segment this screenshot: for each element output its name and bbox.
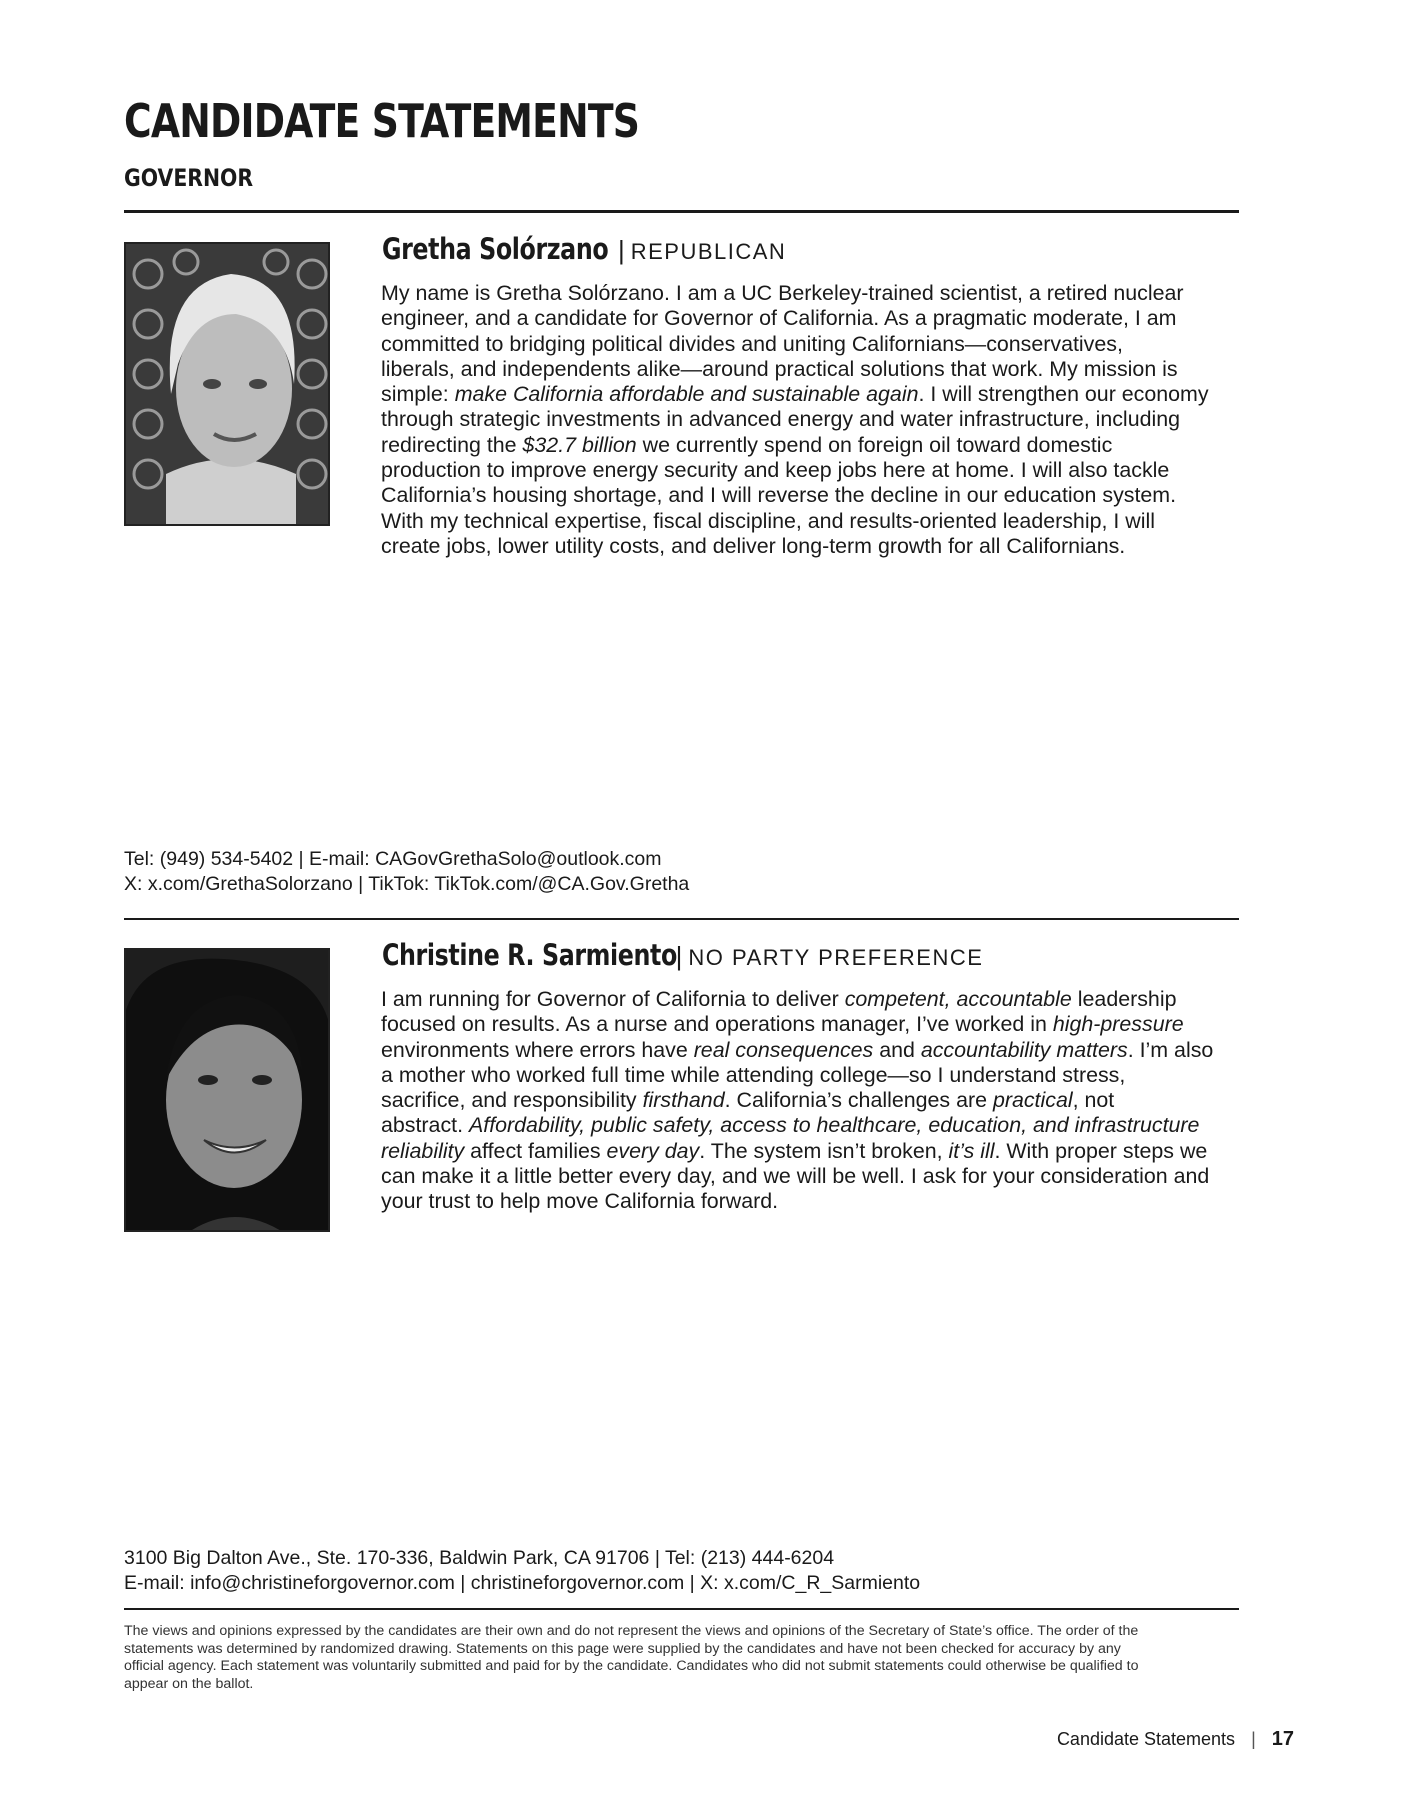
statement-line xyxy=(381,1189,1241,1214)
candidate-photo xyxy=(124,242,330,526)
statement-text: committed to bridging political divides and uniting Californians—conservatives, xyxy=(381,331,1123,356)
statement-text: . With proper steps we xyxy=(994,1138,1208,1163)
statement-text: a mother who worked full time while attending college—so I understand stress, xyxy=(381,1062,1126,1087)
statement-line xyxy=(381,433,1241,458)
statement-line xyxy=(381,332,1241,357)
statement-line xyxy=(381,1088,1241,1113)
statement-text: . I will strengthen our economy xyxy=(918,382,1209,407)
statement-text: liberals, and independents alike—around practical solutions that work. My mission is xyxy=(381,356,1178,381)
statement-text: California’s housing shortage, and I will reverse the decline in our education system. xyxy=(381,483,1177,508)
emphasis-text: $32.7 billion xyxy=(522,432,637,457)
statement-text: , not xyxy=(1072,1088,1115,1113)
statement-line xyxy=(381,1063,1241,1088)
candidate-statement xyxy=(381,281,1241,559)
statement-text: I am running for Governor of California to deliver xyxy=(381,987,845,1011)
contact-line: 3100 Big Dalton Ave., Ste. 170-336, Baldwin Park, CA 91706 | Tel: (213) 444-6204 xyxy=(124,1547,835,1569)
disclaimer-line: The views and opinions expressed by the candidates are their own and do not represent the views and opinions of the Secretary of State’s office. The order of the xyxy=(124,1623,1139,1639)
footer-label: Candidate Statements xyxy=(1056,1729,1236,1749)
portrait-image xyxy=(126,950,330,1232)
disclaimer-line: appear on the ballot. xyxy=(124,1675,254,1692)
candidate-header xyxy=(382,232,786,266)
statement-text: abstract. xyxy=(381,1113,469,1138)
statement-text: create jobs, lower utility costs, and deliver long-term growth for all Californians. xyxy=(381,533,1126,558)
party-separator: | xyxy=(617,235,625,265)
statement-text: simple: xyxy=(381,382,455,407)
disclaimer-line: statements was determined by randomized drawing. Statements on this page were supplied by the candidates and have not been checked for accuracy by any xyxy=(124,1640,1121,1657)
statement-text: environments where errors have xyxy=(381,1037,694,1062)
page-number: 17 xyxy=(1271,1728,1294,1750)
party-separator: | xyxy=(675,941,683,971)
contact-line: X: x.com/GrethaSolorzano | TikTok: TikTok.com/@CA.Gov.Gretha xyxy=(124,873,690,895)
statement-line xyxy=(381,534,1241,559)
statement-text: redirecting the xyxy=(381,432,523,457)
statement-text: sacrifice, and responsibility xyxy=(381,1088,643,1113)
candidate-contact xyxy=(124,1546,920,1596)
emphasis-text: it’s ill xyxy=(948,1138,995,1163)
emphasis-text: reliability xyxy=(381,1138,465,1163)
statement-text: focused on results. As a nurse and operations manager, I’ve worked in xyxy=(381,1012,1053,1037)
statement-text: leadership xyxy=(1071,987,1177,1011)
candidate-name: Gretha Solórzano xyxy=(382,232,609,266)
candidate-statement xyxy=(381,987,1241,1215)
statement-text: through strategic investments in advanced energy and water infrastructure, including xyxy=(381,407,1181,432)
contact-line: E-mail: info@christineforgovernor.com | christineforgovernor.com | X: x.com/C_R_Sarmiento xyxy=(124,1572,921,1594)
statement-line xyxy=(381,458,1241,483)
emphasis-text: every day xyxy=(606,1138,700,1163)
emphasis-text: accountability matters xyxy=(920,1037,1128,1062)
emphasis-text: competent, accountable xyxy=(844,987,1072,1011)
statement-line xyxy=(381,306,1241,331)
statement-text: can make it a little better every day, and we will be well. I ask for your consideration and xyxy=(381,1164,1210,1189)
statement-text: With my technical expertise, fiscal discipline, and results-oriented leadership, I will xyxy=(381,508,1155,533)
statement-text: affect families xyxy=(464,1138,607,1163)
party-affiliation: REPUBLICAN xyxy=(630,239,787,264)
emphasis-text: real consequences xyxy=(693,1037,874,1062)
statement-text: your trust to help move California forward. xyxy=(381,1189,779,1214)
statement-text: . The system isn’t broken, xyxy=(699,1138,949,1163)
statement-line xyxy=(381,281,1241,306)
candidate-header xyxy=(382,938,983,972)
statement-line xyxy=(381,382,1241,407)
footer-separator: | xyxy=(1251,1729,1256,1749)
statement-line xyxy=(381,987,1241,1012)
statement-text: production to improve energy security and keep jobs here at home. I will also tackle xyxy=(381,458,1170,483)
emphasis-text: firsthand xyxy=(642,1088,725,1113)
candidate-contact xyxy=(124,847,689,897)
emphasis-text: Affordability, public safety, access to healthcare, education, and infrastructure xyxy=(468,1113,1200,1138)
disclaimer-line: official agency. Each statement was voluntarily submitted and paid for by the candidate. Candidates who did not submit statements could otherwise be qualified to xyxy=(124,1658,1139,1674)
emphasis-text: practical xyxy=(992,1088,1073,1113)
contact-line: Tel: (949) 534-5402 | E-mail: CAGovGrethaSolo@outlook.com xyxy=(124,848,662,870)
party-affiliation: NO PARTY PREFERENCE xyxy=(688,945,984,970)
candidate-divider xyxy=(124,918,1239,920)
statement-line xyxy=(381,1139,1241,1164)
portrait-image xyxy=(126,244,330,526)
statement-line xyxy=(381,1113,1241,1138)
disclaimer xyxy=(124,1623,1244,1693)
disclaimer-divider xyxy=(124,1608,1239,1610)
statement-text: . California’s challenges are xyxy=(724,1088,993,1113)
page-footer xyxy=(1057,1728,1294,1751)
statement-line xyxy=(381,1038,1241,1063)
page-title: CANDIDATE STATEMENTS xyxy=(124,94,640,148)
statement-text: My name is Gretha Solórzano. I am a UC Berkeley-trained scientist, a retired nuclear xyxy=(381,281,1184,305)
section-subtitle: GOVERNOR xyxy=(124,164,254,192)
statement-text: we currently spend on foreign oil toward domestic xyxy=(636,432,1113,457)
candidate-name: Christine R. Sarmiento xyxy=(382,938,677,972)
statement-text: and xyxy=(873,1037,921,1062)
emphasis-text: make California affordable and sustainable again xyxy=(454,382,919,407)
statement-line xyxy=(381,1012,1241,1037)
statement-text: . I’m also xyxy=(1127,1037,1214,1062)
candidate-photo xyxy=(124,948,330,1232)
statement-line xyxy=(381,357,1241,382)
statement-line xyxy=(381,509,1241,534)
emphasis-text: high-pressure xyxy=(1052,1012,1184,1037)
statement-line xyxy=(381,1164,1241,1189)
statement-text: engineer, and a candidate for Governor of California. As a pragmatic moderate, I am xyxy=(381,306,1177,331)
statement-line xyxy=(381,407,1241,432)
statement-line xyxy=(381,483,1241,508)
section-divider xyxy=(124,210,1239,213)
